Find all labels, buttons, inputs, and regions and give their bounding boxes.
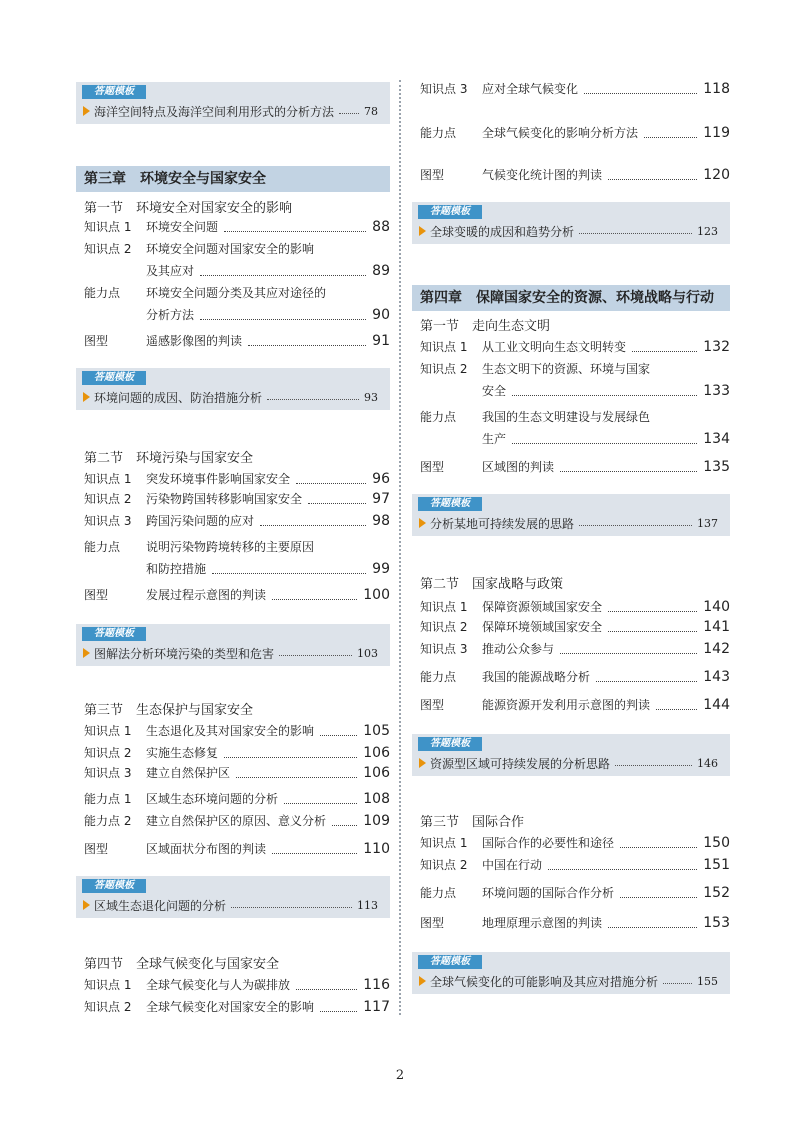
- entry-label: 能力点: [420, 670, 457, 684]
- entry-label: 知识点 1: [84, 472, 132, 486]
- leader-dots: [267, 399, 359, 400]
- entry-page: 142: [703, 641, 730, 657]
- entry-title: 能源资源开发利用示意图的判读: [482, 698, 651, 712]
- toc-entry: [420, 358, 730, 402]
- entry-label: 知识点 1: [84, 220, 132, 234]
- toc-entry: [420, 912, 730, 934]
- entry-title: 实施生态修复: [146, 746, 219, 760]
- leader-dots: [608, 179, 697, 180]
- template-text: 环境问题的成因、防治措施分析: [94, 390, 263, 405]
- entry-label: 能力点 1: [84, 792, 132, 806]
- answer-template-tag: 答题模板: [418, 497, 482, 511]
- entry-title: 国际合作的必要性和途径: [482, 836, 615, 850]
- answer-template-entry: [94, 896, 378, 914]
- leader-dots: [320, 1011, 357, 1012]
- entry-page: 120: [703, 167, 730, 183]
- leader-dots: [231, 907, 352, 908]
- entry-label: 能力点: [420, 886, 457, 900]
- leader-dots: [584, 93, 697, 94]
- leader-dots: [579, 233, 692, 234]
- answer-template-entry: [94, 644, 378, 662]
- toc-entry: [420, 406, 730, 450]
- entry-label: 知识点 2: [84, 492, 132, 506]
- leader-dots: [608, 631, 697, 632]
- leader-dots: [620, 847, 697, 848]
- entry-title: 建立自然保护区的原因、意义分析: [146, 814, 327, 828]
- template-page: 78: [364, 104, 378, 118]
- entry-page: 118: [703, 81, 730, 97]
- entry-label: 知识点 1: [420, 340, 468, 354]
- entry-page: 110: [363, 841, 390, 857]
- template-text: 分析某地可持续发展的思路: [430, 516, 575, 531]
- chapter-heading: 第四章 保障国家安全的资源、环境战略与行动: [412, 285, 730, 311]
- toc-entry: [420, 854, 730, 876]
- toc-entry: [84, 510, 390, 532]
- entry-label: 知识点 1: [420, 836, 468, 850]
- leader-dots: [579, 525, 692, 526]
- entry-title-cont: 及其应对: [146, 264, 195, 278]
- leader-dots: [279, 655, 352, 656]
- entry-title: 推动公众参与: [482, 642, 555, 656]
- leader-dots: [284, 803, 357, 804]
- entry-title: 说明污染物跨境转移的主要原因: [146, 540, 315, 554]
- entry-title: 环境安全问题: [146, 220, 219, 234]
- answer-template-tag: 答题模板: [82, 879, 146, 893]
- leader-dots: [212, 573, 366, 574]
- entry-page: 150: [703, 835, 730, 851]
- leader-dots: [308, 503, 366, 504]
- leader-dots: [596, 681, 697, 682]
- toc-entry: [420, 616, 730, 638]
- entry-title: 区域面状分布图的判读: [146, 842, 267, 856]
- template-text: 图解法分析环境污染的类型和危害: [94, 646, 275, 661]
- template-page: 146: [697, 756, 718, 770]
- leader-dots: [620, 897, 697, 898]
- leader-dots: [200, 275, 366, 276]
- answer-template-box: [412, 202, 730, 244]
- template-text: 区域生态退化问题的分析: [94, 898, 227, 913]
- entry-title: 环境安全问题分类及其应对途径的: [146, 286, 327, 300]
- entry-page: 98: [372, 513, 390, 529]
- template-text: 资源型区域可持续发展的分析思路: [430, 756, 611, 771]
- template-text: 全球变暖的成因和趋势分析: [430, 224, 575, 239]
- answer-template-entry: [94, 388, 378, 406]
- leader-dots: [615, 765, 692, 766]
- entry-title: 突发环境事件影响国家安全: [146, 472, 291, 486]
- entry-title: 气候变化统计图的判读: [482, 168, 603, 182]
- entry-label: 知识点 2: [84, 1000, 132, 1014]
- entry-label: 知识点 3: [420, 642, 468, 656]
- entry-page: 135: [703, 459, 730, 475]
- entry-label: 图型: [420, 916, 445, 930]
- answer-template-tag: 答题模板: [418, 955, 482, 969]
- answer-template-box: [412, 734, 730, 776]
- template-page: 93: [364, 390, 378, 404]
- entry-label: 知识点 2: [420, 362, 468, 376]
- answer-template-entry: [94, 102, 378, 120]
- entry-label: 知识点 2: [84, 242, 132, 256]
- answer-template-tag: 答题模板: [82, 627, 146, 641]
- toc-entry: [84, 762, 390, 784]
- entry-title: 中国在行动: [482, 858, 543, 872]
- leader-dots: [296, 483, 366, 484]
- template-page: 123: [697, 224, 718, 238]
- entry-title: 生态文明下的资源、环境与国家: [482, 362, 651, 376]
- entry-page: 106: [363, 745, 390, 761]
- leader-dots: [224, 231, 366, 232]
- leader-dots: [512, 443, 697, 444]
- toc-entry: [84, 238, 390, 282]
- section-heading: 第二节 环境污染与国家安全: [84, 451, 254, 466]
- entry-page: 132: [703, 339, 730, 355]
- entry-title: 从工业文明向生态文明转变: [482, 340, 627, 354]
- leader-dots: [644, 137, 697, 138]
- entry-title: 地理原理示意图的判读: [482, 916, 603, 930]
- entry-page: 140: [703, 599, 730, 615]
- entry-label: 能力点: [420, 126, 457, 140]
- entry-label: 能力点: [84, 286, 121, 300]
- entry-title-cont: 安全: [482, 384, 507, 398]
- template-text: 全球气候变化的可能影响及其应对措施分析: [430, 974, 659, 989]
- toc-entry: [84, 788, 390, 810]
- entry-title: 跨国污染问题的应对: [146, 514, 255, 528]
- leader-dots: [608, 927, 697, 928]
- leader-dots: [320, 735, 357, 736]
- triangle-arrow-icon: [83, 106, 90, 116]
- entry-title: 区域生态环境问题的分析: [146, 792, 279, 806]
- entry-title: 遥感影像图的判读: [146, 334, 243, 348]
- entry-title: 全球气候变化对国家安全的影响: [146, 1000, 315, 1014]
- entry-title: 建立自然保护区: [146, 766, 231, 780]
- toc-entry: [420, 694, 730, 716]
- triangle-arrow-icon: [419, 758, 426, 768]
- leader-dots: [248, 345, 366, 346]
- leader-dots: [339, 113, 359, 114]
- leader-dots: [512, 395, 697, 396]
- toc-entry: [84, 742, 390, 764]
- toc-entry: [84, 974, 390, 996]
- entry-page: 89: [372, 263, 390, 279]
- leader-dots: [200, 319, 366, 320]
- triangle-arrow-icon: [419, 518, 426, 528]
- entry-page: 109: [363, 813, 390, 829]
- toc-entry: [420, 638, 730, 660]
- toc-entry: [420, 164, 730, 186]
- answer-template-tag: 答题模板: [82, 85, 146, 99]
- entry-page: 133: [703, 383, 730, 399]
- answer-template-entry: [430, 222, 718, 240]
- entry-title: 发展过程示意图的判读: [146, 588, 267, 602]
- entry-page: 143: [703, 669, 730, 685]
- answer-template-tag: 答题模板: [82, 371, 146, 385]
- entry-page: 151: [703, 857, 730, 873]
- toc-entry: [84, 536, 390, 580]
- entry-page: 116: [363, 977, 390, 993]
- entry-page: 88: [372, 219, 390, 235]
- leader-dots: [224, 757, 357, 758]
- entry-label: 知识点 3: [84, 766, 132, 780]
- entry-label: 知识点 2: [84, 746, 132, 760]
- leader-dots: [236, 777, 357, 778]
- entry-page: 97: [372, 491, 390, 507]
- entry-title-cont: 和防控措施: [146, 562, 207, 576]
- entry-page: 91: [372, 333, 390, 349]
- template-page: 155: [697, 974, 718, 988]
- section-heading: 第二节 国家战略与政策: [420, 577, 564, 592]
- entry-title: 我国的生态文明建设与发展绿色: [482, 410, 651, 424]
- entry-title: 污染物跨国转移影响国家安全: [146, 492, 303, 506]
- entry-label: 图型: [84, 588, 109, 602]
- toc-entry: [420, 596, 730, 618]
- toc-entry: [84, 282, 390, 326]
- entry-label: 知识点 2: [420, 858, 468, 872]
- answer-template-entry: [430, 514, 718, 532]
- toc-entry: [420, 882, 730, 904]
- template-page: 103: [357, 646, 378, 660]
- toc-entry: [420, 78, 730, 100]
- toc-entry: [84, 720, 390, 742]
- entry-page: 153: [703, 915, 730, 931]
- answer-template-box: [76, 876, 390, 918]
- triangle-arrow-icon: [83, 392, 90, 402]
- answer-template-entry: [430, 972, 718, 990]
- toc-entry: [84, 468, 390, 490]
- entry-label: 知识点 3: [84, 514, 132, 528]
- entry-label: 知识点 1: [420, 600, 468, 614]
- entry-title: 生态退化及其对国家安全的影响: [146, 724, 315, 738]
- entry-label: 图型: [84, 334, 109, 348]
- entry-label: 图型: [420, 168, 445, 182]
- leader-dots: [632, 351, 697, 352]
- entry-title: 保障环境领域国家安全: [482, 620, 603, 634]
- entry-label: 知识点 1: [84, 978, 132, 992]
- toc-entry: [420, 336, 730, 358]
- leader-dots: [548, 869, 697, 870]
- entry-title: 保障资源领域国家安全: [482, 600, 603, 614]
- toc-entry: [84, 216, 390, 238]
- leader-dots: [296, 989, 357, 990]
- toc-entry: [420, 832, 730, 854]
- answer-template-box: [412, 494, 730, 536]
- leader-dots: [560, 653, 697, 654]
- answer-template-box: [76, 368, 390, 410]
- answer-template-tag: 答题模板: [418, 205, 482, 219]
- template-text: 海洋空间特点及海洋空间利用形式的分析方法: [94, 104, 335, 119]
- leader-dots: [656, 709, 697, 710]
- column-divider: [399, 80, 401, 1015]
- answer-template-box: [412, 952, 730, 994]
- entry-title: 区域图的判读: [482, 460, 555, 474]
- triangle-arrow-icon: [419, 226, 426, 236]
- triangle-arrow-icon: [419, 976, 426, 986]
- entry-title-cont: 生产: [482, 432, 507, 446]
- entry-title: 我国的能源战略分析: [482, 670, 591, 684]
- leader-dots: [332, 825, 357, 826]
- section-heading: 第一节 环境安全对国家安全的影响: [84, 201, 293, 216]
- entry-page: 90: [372, 307, 390, 323]
- triangle-arrow-icon: [83, 648, 90, 658]
- entry-title: 环境问题的国际合作分析: [482, 886, 615, 900]
- entry-page: 99: [372, 561, 390, 577]
- toc-entry: [84, 584, 390, 606]
- entry-page: 152: [703, 885, 730, 901]
- toc-entry: [84, 810, 390, 832]
- entry-label: 能力点: [84, 540, 121, 554]
- entry-page: 119: [703, 125, 730, 141]
- entry-page: 108: [363, 791, 390, 807]
- leader-dots: [272, 853, 357, 854]
- entry-title: 应对全球气候变化: [482, 82, 579, 96]
- leader-dots: [608, 611, 697, 612]
- section-heading: 第四节 全球气候变化与国家安全: [84, 957, 280, 972]
- template-page: 113: [357, 898, 378, 912]
- chapter-heading: 第三章 环境安全与国家安全: [76, 166, 390, 192]
- entry-page: 106: [363, 765, 390, 781]
- entry-title: 环境安全问题对国家安全的影响: [146, 242, 315, 256]
- toc-entry: [420, 122, 730, 144]
- toc-entry: [84, 838, 390, 860]
- toc-entry: [84, 330, 390, 352]
- entry-page: 105: [363, 723, 390, 739]
- leader-dots: [260, 525, 366, 526]
- answer-template-box: [76, 624, 390, 666]
- toc-entry: [84, 488, 390, 510]
- entry-label: 图型: [84, 842, 109, 856]
- entry-title-cont: 分析方法: [146, 308, 195, 322]
- entry-page: 117: [363, 999, 390, 1015]
- entry-page: 141: [703, 619, 730, 635]
- entry-title: 全球气候变化的影响分析方法: [482, 126, 639, 140]
- answer-template-tag: 答题模板: [418, 737, 482, 751]
- section-heading: 第三节 国际合作: [420, 815, 525, 830]
- entry-label: 能力点: [420, 410, 457, 424]
- entry-label: 图型: [420, 460, 445, 474]
- entry-label: 能力点 2: [84, 814, 132, 828]
- entry-page: 100: [363, 587, 390, 603]
- entry-label: 知识点 3: [420, 82, 468, 96]
- entry-title: 全球气候变化与人为碳排放: [146, 978, 291, 992]
- toc-entry: [420, 456, 730, 478]
- entry-page: 134: [703, 431, 730, 447]
- section-heading: 第一节 走向生态文明: [420, 319, 551, 334]
- answer-template-box: [76, 82, 390, 124]
- page-number: 2: [395, 1068, 405, 1083]
- section-heading: 第三节 生态保护与国家安全: [84, 703, 254, 718]
- leader-dots: [663, 983, 692, 984]
- template-page: 137: [697, 516, 718, 530]
- entry-label: 图型: [420, 698, 445, 712]
- leader-dots: [560, 471, 697, 472]
- toc-entry: [84, 996, 390, 1018]
- entry-page: 144: [703, 697, 730, 713]
- toc-entry: [420, 666, 730, 688]
- entry-page: 96: [372, 471, 390, 487]
- leader-dots: [272, 599, 357, 600]
- entry-label: 知识点 1: [84, 724, 132, 738]
- entry-label: 知识点 2: [420, 620, 468, 634]
- triangle-arrow-icon: [83, 900, 90, 910]
- answer-template-entry: [430, 754, 718, 772]
